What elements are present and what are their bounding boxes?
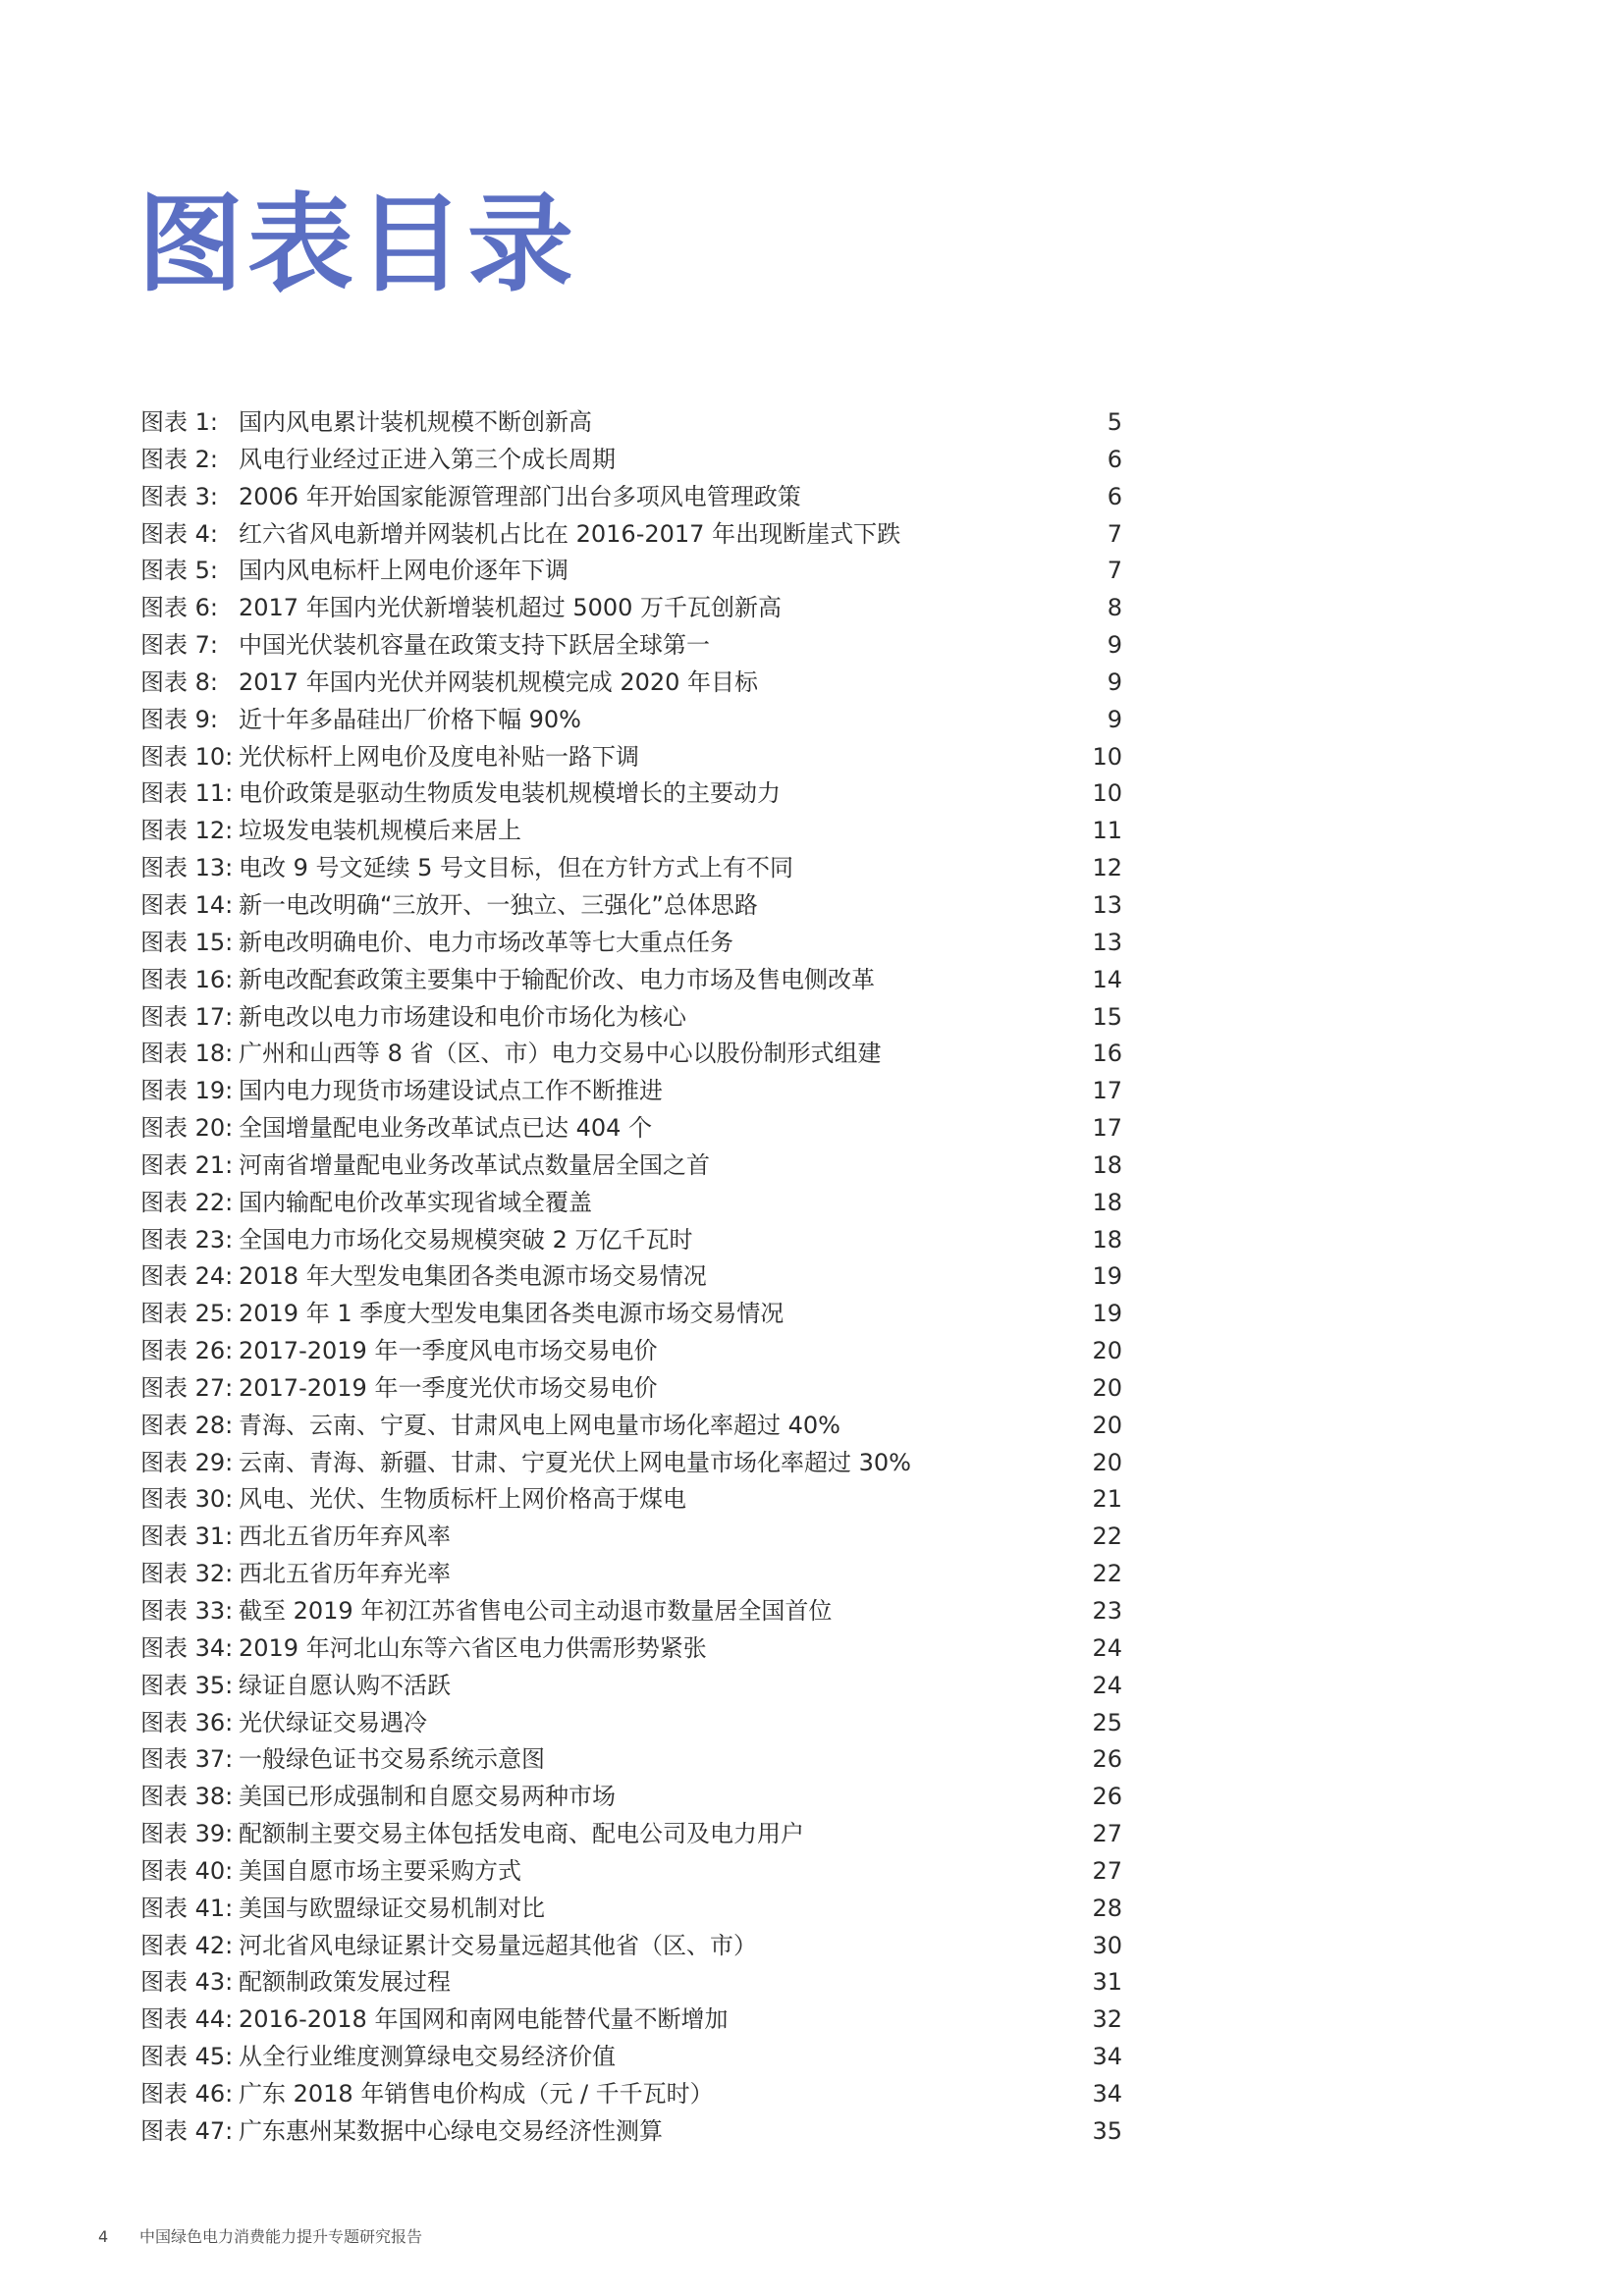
figure-title: 河北省风电绿证累计交易量远超其他省（区、市）: [239, 1931, 757, 1959]
page-footer: [98, 2224, 422, 2247]
figure-list-item[interactable]: [140, 516, 1122, 554]
figure-page-number: 19: [1092, 1300, 1122, 1328]
figure-label: 图表 33:: [140, 1597, 234, 1625]
figure-label: 图表 40:: [140, 1856, 234, 1885]
figure-title: 国内风电标杆上网电价逐年下调: [239, 557, 568, 585]
figure-title: 2017-2019 年一季度风电市场交易电价: [239, 1337, 658, 1365]
figure-list-item[interactable]: [140, 2039, 1122, 2076]
figure-title: 风电行业经过正进入第三个成长周期: [239, 445, 616, 473]
figure-list-item[interactable]: [140, 1556, 1122, 1593]
figure-title: 红六省风电新增并网装机占比在 2016-2017 年出现断崖式下跌: [239, 519, 901, 548]
figure-label: 图表 28:: [140, 1411, 234, 1439]
figure-title: 近十年多晶硅出厂价格下幅 90%: [239, 705, 581, 733]
figure-page-number: 20: [1092, 1337, 1122, 1365]
figure-title: 一般绿色证书交易系统示意图: [239, 1745, 545, 1774]
figure-title: 光伏标杆上网电价及度电补贴一路下调: [239, 742, 639, 771]
figure-list-item[interactable]: [140, 1185, 1122, 1222]
figure-list-item[interactable]: [140, 887, 1122, 925]
figure-title: 中国光伏装机容量在政策支持下跃居全球第一: [239, 631, 710, 660]
figure-title: 2019 年 1 季度大型发电集团各类电源市场交易情况: [239, 1300, 785, 1328]
figure-title: 配额制主要交易主体包括发电商、配电公司及电力用户: [239, 1820, 804, 1848]
figure-page-number: 20: [1092, 1448, 1122, 1476]
figure-page-number: 10: [1092, 742, 1122, 771]
figure-label: 图表 39:: [140, 1820, 234, 1848]
figure-page-number: 28: [1092, 1894, 1122, 1922]
figure-page-number: 5: [1107, 408, 1122, 436]
figure-list-item[interactable]: [140, 1110, 1122, 1148]
figure-page-number: 8: [1107, 594, 1122, 622]
figure-title: 河南省增量配电业务改革试点数量居全国之首: [239, 1150, 710, 1179]
figure-title: 西北五省历年弃风率: [239, 1522, 451, 1551]
figure-title: 新电改配套政策主要集中于输配价改、电力市场及售电侧改革: [239, 965, 875, 993]
figure-page-number: 7: [1107, 557, 1122, 585]
figure-label: 图表 19:: [140, 1077, 234, 1105]
figure-page-number: 6: [1107, 445, 1122, 473]
figure-list-item[interactable]: [140, 925, 1122, 962]
figure-list-item[interactable]: [140, 850, 1122, 887]
figure-page-number: 17: [1092, 1114, 1122, 1143]
figure-label: 图表 1:: [140, 408, 218, 436]
figure-label: 图表 23:: [140, 1225, 234, 1254]
figure-title: 青海、云南、宁夏、甘肃风电上网电量市场化率超过 40%: [239, 1411, 840, 1439]
figure-page-number: 15: [1092, 1002, 1122, 1031]
figure-page-number: 21: [1092, 1485, 1122, 1514]
figure-label: 图表 47:: [140, 2116, 234, 2145]
figure-list-item[interactable]: [140, 1258, 1122, 1296]
footer-report-title: 中国绿色电力消费能力提升专题研究报告: [139, 2227, 423, 2246]
figure-label: 图表 4:: [140, 519, 218, 548]
figure-label: 图表 12:: [140, 817, 234, 845]
figure-list-item[interactable]: [140, 1741, 1122, 1779]
figure-list-item[interactable]: [140, 1333, 1122, 1370]
figure-page-number: 27: [1092, 1820, 1122, 1848]
figure-title: 新一电改明确“三放开、一独立、三强化”总体思路: [239, 890, 758, 919]
figure-page-number: 18: [1092, 1150, 1122, 1179]
figure-list-item[interactable]: [140, 2076, 1122, 2113]
figure-list-item[interactable]: [140, 442, 1122, 479]
figure-title: 光伏绿证交易遇冷: [239, 1708, 427, 1736]
figure-title: 美国自愿市场主要采购方式: [239, 1856, 521, 1885]
footer-page-number: 4: [98, 2227, 109, 2246]
figure-label: 图表 27:: [140, 1373, 234, 1402]
figure-label: 图表 37:: [140, 1745, 234, 1774]
figure-page-number: 6: [1107, 482, 1122, 510]
figure-title: 广东 2018 年销售电价构成（元 / 千千瓦时）: [239, 2079, 714, 2108]
figure-page-number: 9: [1107, 705, 1122, 733]
figure-page-number: 22: [1092, 1522, 1122, 1551]
figure-label: 图表 8:: [140, 667, 218, 696]
figure-label: 图表 13:: [140, 854, 234, 882]
figure-page-number: 12: [1092, 854, 1122, 882]
figure-page-number: 34: [1092, 2043, 1122, 2071]
figure-list-item[interactable]: [140, 1481, 1122, 1519]
figure-list-item[interactable]: [140, 479, 1122, 516]
figure-list-item[interactable]: [140, 1073, 1122, 1110]
figure-label: 图表 41:: [140, 1894, 234, 1922]
figure-title: 全国电力市场化交易规模突破 2 万亿千瓦时: [239, 1225, 693, 1254]
figure-label: 图表 14:: [140, 890, 234, 919]
figure-page-number: 22: [1092, 1560, 1122, 1588]
figure-page-number: 18: [1092, 1225, 1122, 1254]
figure-title: 美国与欧盟绿证交易机制对比: [239, 1894, 545, 1922]
figure-label: 图表 5:: [140, 557, 218, 585]
figure-label: 图表 18:: [140, 1040, 234, 1068]
figure-list-item[interactable]: [140, 665, 1122, 702]
figure-page-number: 32: [1092, 2005, 1122, 2034]
figure-title: 新电改以电力市场建设和电价市场化为核心: [239, 1002, 686, 1031]
figure-page-number: 23: [1092, 1597, 1122, 1625]
figure-list-item[interactable]: [140, 627, 1122, 665]
figure-list-item[interactable]: [140, 1148, 1122, 1185]
figure-page-number: 13: [1092, 890, 1122, 919]
figure-label: 图表 32:: [140, 1560, 234, 1588]
figure-list-item[interactable]: [140, 702, 1122, 739]
figure-list-item[interactable]: [140, 1519, 1122, 1556]
figure-page-number: 11: [1092, 817, 1122, 845]
figure-page-number: 14: [1092, 965, 1122, 993]
figure-title: 绿证自愿认购不活跃: [239, 1671, 451, 1699]
figure-label: 图表 21:: [140, 1150, 234, 1179]
figure-title: 广东惠州某数据中心绿电交易经济性测算: [239, 2116, 663, 2145]
figure-page-number: 20: [1092, 1373, 1122, 1402]
figure-title: 云南、青海、新疆、甘肃、宁夏光伏上网电量市场化率超过 30%: [239, 1448, 911, 1476]
figure-page-number: 16: [1092, 1040, 1122, 1068]
figure-label: 图表 29:: [140, 1448, 234, 1476]
figure-list-item[interactable]: [140, 1853, 1122, 1891]
figure-list-item[interactable]: [140, 1036, 1122, 1073]
figure-page-number: 20: [1092, 1411, 1122, 1439]
figure-list-item[interactable]: [140, 999, 1122, 1037]
figure-list-item[interactable]: [140, 404, 1122, 442]
figure-list-item[interactable]: [140, 1370, 1122, 1408]
figure-list-item[interactable]: [140, 590, 1122, 627]
figure-list-item[interactable]: [140, 1816, 1122, 1853]
figure-list-item[interactable]: [140, 775, 1122, 813]
figure-list-item[interactable]: [140, 2113, 1122, 2151]
figure-label: 图表 35:: [140, 1671, 234, 1699]
figure-page-number: 24: [1092, 1633, 1122, 1662]
figure-title: 美国已形成强制和自愿交易两种市场: [239, 1783, 616, 1811]
figure-label: 图表 6:: [140, 594, 218, 622]
figure-page-number: 35: [1092, 2116, 1122, 2145]
figure-list-item[interactable]: [140, 1296, 1122, 1333]
figure-title: 2016-2018 年国网和南网电能替代量不断增加: [239, 2005, 729, 2034]
figure-label: 图表 38:: [140, 1783, 234, 1811]
figure-label: 图表 43:: [140, 1968, 234, 1997]
figure-page-number: 26: [1092, 1745, 1122, 1774]
figure-list-item[interactable]: [140, 1222, 1122, 1259]
figure-label: 图表 15:: [140, 928, 234, 956]
figure-page-number: 31: [1092, 1968, 1122, 1997]
figure-title: 2017 年国内光伏新增装机超过 5000 万千瓦创新高: [239, 594, 783, 622]
figure-page-number: 9: [1107, 667, 1122, 696]
figure-page-number: 24: [1092, 1671, 1122, 1699]
figure-page-number: 10: [1092, 779, 1122, 808]
figure-label: 图表 31:: [140, 1522, 234, 1551]
figure-list-item[interactable]: [140, 1668, 1122, 1705]
figure-title: 西北五省历年弃光率: [239, 1560, 451, 1588]
figure-title: 配额制政策发展过程: [239, 1968, 451, 1997]
figure-label: 图表 11:: [140, 779, 234, 808]
figure-title: 新电改明确电价、电力市场改革等七大重点任务: [239, 928, 733, 956]
figure-page-number: 18: [1092, 1188, 1122, 1216]
figure-list-item[interactable]: [140, 1964, 1122, 2002]
figure-page-number: 27: [1092, 1856, 1122, 1885]
figure-list-item[interactable]: [140, 739, 1122, 776]
figure-page-number: 26: [1092, 1783, 1122, 1811]
figure-label: 图表 2:: [140, 445, 218, 473]
figure-title: 国内电力现货市场建设试点工作不断推进: [239, 1077, 663, 1105]
figure-label: 图表 42:: [140, 1931, 234, 1959]
figure-list-item[interactable]: [140, 1779, 1122, 1816]
figure-title: 截至 2019 年初江苏省售电公司主动退市数量居全国首位: [239, 1597, 833, 1625]
figure-list-item[interactable]: [140, 1445, 1122, 1482]
figure-page-number: 19: [1092, 1262, 1122, 1291]
figure-title: 2019 年河北山东等六省区电力供需形势紧张: [239, 1633, 707, 1662]
figure-page-number: 7: [1107, 519, 1122, 548]
figure-label: 图表 7:: [140, 631, 218, 660]
figure-title: 从全行业维度测算绿电交易经济价值: [239, 2043, 616, 2071]
figure-title: 2017-2019 年一季度光伏市场交易电价: [239, 1373, 658, 1402]
figure-title: 电价政策是驱动生物质发电装机规模增长的主要动力: [239, 779, 781, 808]
page-title: 图表目录: [137, 184, 578, 306]
figure-list-item[interactable]: [140, 1705, 1122, 1742]
figure-label: 图表 44:: [140, 2005, 234, 2034]
figure-list-item[interactable]: [140, 1928, 1122, 1965]
figure-label: 图表 22:: [140, 1188, 234, 1216]
figure-page-number: 13: [1092, 928, 1122, 956]
figure-label: 图表 20:: [140, 1114, 234, 1143]
figure-label: 图表 34:: [140, 1633, 234, 1662]
figure-label: 图表 30:: [140, 1485, 234, 1514]
figure-list: [140, 404, 1122, 2151]
figure-title: 垃圾发电装机规模后来居上: [239, 817, 521, 845]
figure-label: 图表 17:: [140, 1002, 234, 1031]
figure-label: 图表 25:: [140, 1300, 234, 1328]
figure-title: 国内风电累计装机规模不断创新高: [239, 408, 592, 436]
figure-list-item[interactable]: [140, 1891, 1122, 1928]
figure-page-number: 34: [1092, 2079, 1122, 2108]
figure-list-item[interactable]: [140, 813, 1122, 850]
figure-label: 图表 46:: [140, 2079, 234, 2108]
figure-title: 2018 年大型发电集团各类电源市场交易情况: [239, 1262, 707, 1291]
figure-label: 图表 45:: [140, 2043, 234, 2071]
figure-label: 图表 36:: [140, 1708, 234, 1736]
figure-title: 广州和山西等 8 省（区、市）电力交易中心以股份制形式组建: [239, 1040, 882, 1068]
figure-list-item[interactable]: [140, 2002, 1122, 2039]
figure-title: 国内输配电价改革实现省域全覆盖: [239, 1188, 592, 1216]
figure-title: 电改 9 号文延续 5 号文目标，但在方针方式上有不同: [239, 854, 794, 882]
figure-label: 图表 24:: [140, 1262, 234, 1291]
figure-label: 图表 3:: [140, 482, 218, 510]
figure-label: 图表 16:: [140, 965, 234, 993]
figure-page-number: 30: [1092, 1931, 1122, 1959]
figure-title: 风电、光伏、生物质标杆上网价格高于煤电: [239, 1485, 686, 1514]
figure-title: 全国增量配电业务改革试点已达 404 个: [239, 1114, 653, 1143]
figure-list-item[interactable]: [140, 962, 1122, 999]
figure-list-item[interactable]: [140, 553, 1122, 590]
figure-label: 图表 10:: [140, 742, 234, 771]
figure-page-number: 25: [1092, 1708, 1122, 1736]
figure-label: 图表 26:: [140, 1337, 234, 1365]
figure-page-number: 17: [1092, 1077, 1122, 1105]
figure-list-item[interactable]: [140, 1408, 1122, 1445]
figure-list-item[interactable]: [140, 1593, 1122, 1630]
figure-list-item[interactable]: [140, 1630, 1122, 1668]
figure-label: 图表 9:: [140, 705, 218, 733]
figure-title: 2017 年国内光伏并网装机规模完成 2020 年目标: [239, 667, 759, 696]
figure-page-number: 9: [1107, 631, 1122, 660]
figure-title: 2006 年开始国家能源管理部门出台多项风电管理政策: [239, 482, 801, 510]
